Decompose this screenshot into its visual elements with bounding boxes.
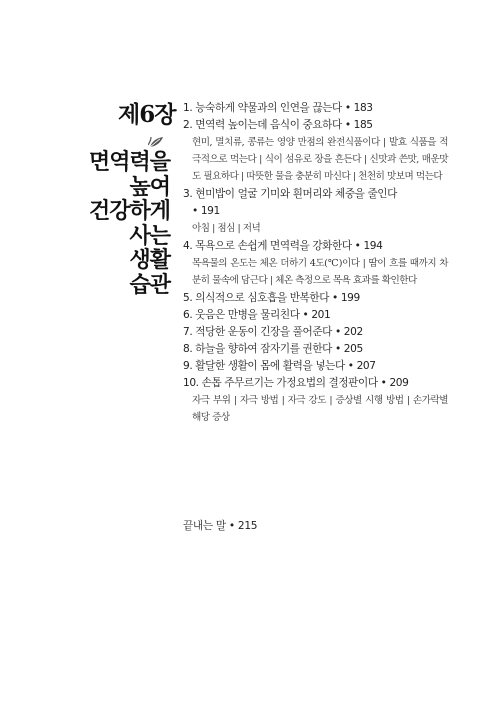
- toc-entry-subtopics: 자극 부위 | 자극 방법 | 자극 강도 | 증상별 시행 방법 | 손가락별 해당 증상: [192, 395, 448, 423]
- leaf-ornament-icon: [148, 135, 164, 149]
- toc-entry[interactable]: [183, 324, 448, 341]
- toc-entry[interactable]: [183, 117, 448, 185]
- toc-entry[interactable]: [183, 238, 448, 289]
- toc-entry[interactable]: [183, 100, 448, 117]
- chapter-title-line: 습관: [129, 271, 170, 298]
- chapter-title-line: 건강하게: [88, 198, 170, 224]
- chapter-title-line: 면역력을: [88, 149, 170, 175]
- chapter-title-line: 생활: [129, 247, 170, 273]
- toc-entry-title: 8. 하늘을 향하여 잠자기를 권한다 • 205: [183, 343, 363, 355]
- toc-entry[interactable]: [183, 290, 448, 307]
- toc-entry-title: 5. 의식적으로 심호흡을 반복한다 • 199: [183, 292, 360, 304]
- toc-entry[interactable]: [183, 186, 448, 237]
- toc-entry-title: 6. 웃음은 만병을 물리친다 • 201: [183, 309, 331, 321]
- chapter-number: 제6장: [118, 101, 176, 128]
- toc-entry-page: • 191: [192, 205, 220, 217]
- toc-entry-title: 1. 능숙하게 약물과의 인연을 끊는다 • 183: [183, 102, 373, 114]
- chapter-title-line: 사는: [129, 222, 170, 249]
- chapter-title-line: 높여: [129, 173, 170, 200]
- toc-entry-subtopics: 아침 | 점심 | 저녁: [192, 223, 261, 234]
- toc-entry-subtopics: 현미, 멸치류, 콩류는 영양 만점의 완전식품이다 | 발효 식품을 적극적으로 먹는다 | 식이 섬유로 장을 흔든다 | 신맛과 쓴맛, 매운맛도 필요하다 | 따뜻한 물을 충분히 마신다 | 천천히 맛보며 먹는다: [192, 137, 448, 182]
- toc-entry-title: 7. 적당한 운동이 긴장을 풀어준다 • 202: [183, 326, 363, 338]
- chapter-title: [89, 150, 170, 297]
- toc-entry-title: 2. 면역력 높이는데 음식이 중요하다 • 185: [183, 119, 373, 131]
- toc-entry[interactable]: [183, 307, 448, 324]
- toc-entry-title: 3. 현미밥이 얼굴 기미와 흰머리와 체중을 줄인다: [183, 188, 397, 200]
- toc-entry[interactable]: [183, 375, 448, 426]
- toc-entry[interactable]: [183, 358, 448, 375]
- toc-entry[interactable]: [183, 341, 448, 358]
- afterword-entry[interactable]: 끝내는 말 • 215: [183, 520, 258, 532]
- table-of-contents: [183, 100, 448, 426]
- toc-entry-title: 4. 목욕으로 손쉽게 면역력을 강화한다 • 194: [183, 240, 383, 252]
- toc-entry-subtopics: 목욕물의 온도는 체온 더하기 4도(℃)이다 | 땀이 흐를 때까지 차분히 물속에 담근다 | 체온 측정으로 목욕 효과를 확인한다: [192, 258, 448, 286]
- toc-entry-title: 9. 활달한 생활이 몸에 활력을 넣는다 • 207: [183, 360, 376, 372]
- toc-entry-title: 10. 손톱 주무르기는 가정요법의 결정판이다 • 209: [183, 377, 409, 389]
